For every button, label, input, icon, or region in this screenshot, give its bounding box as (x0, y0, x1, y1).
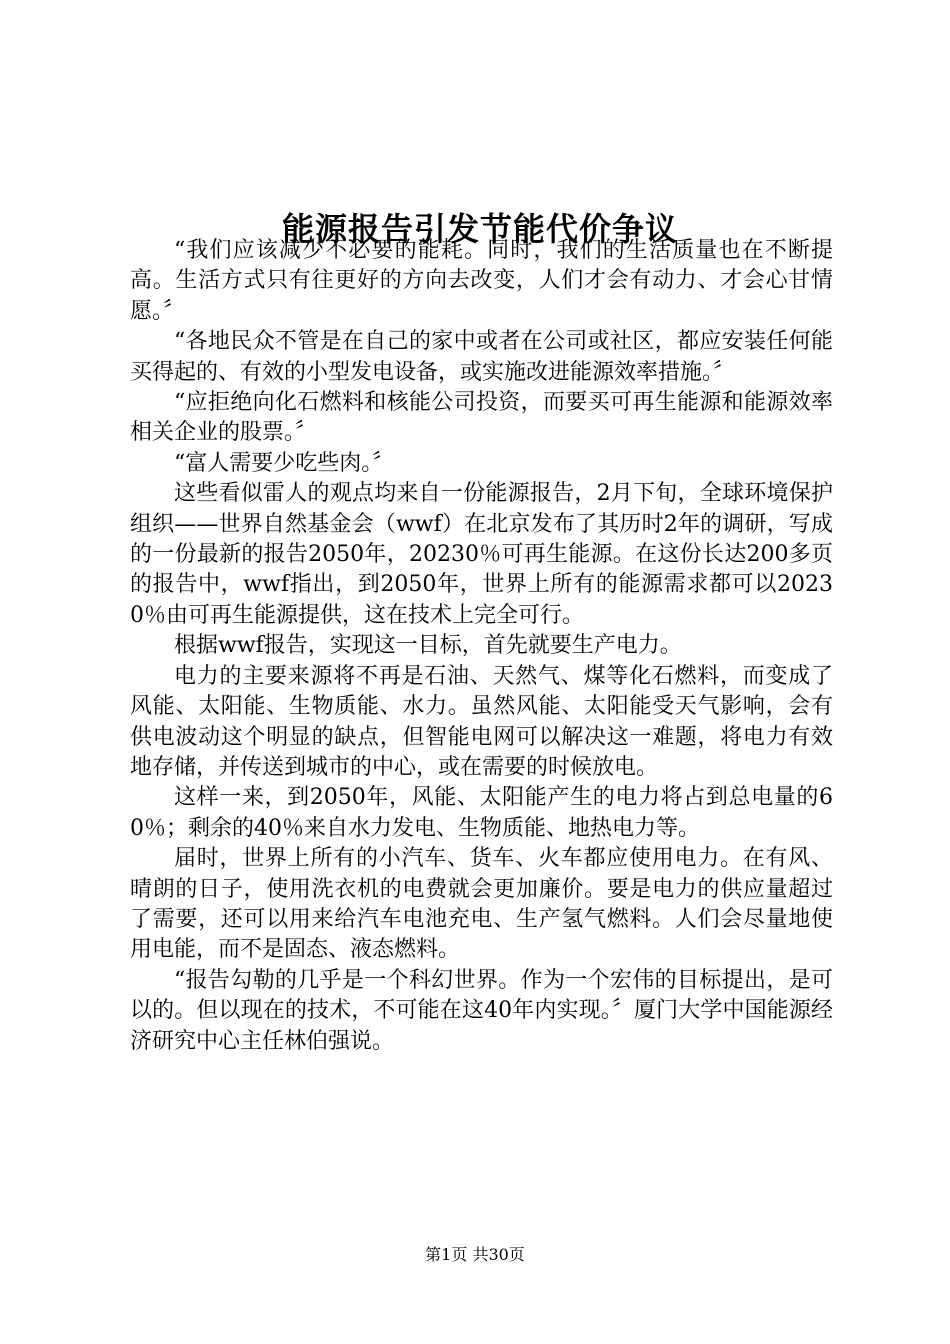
document-body (130, 236, 833, 1057)
page-number-footer: 第1页 共30页 (425, 1245, 525, 1264)
document-title: 能源报告引发节能代价争议 (281, 210, 678, 249)
paragraph-9: 届时，世界上所有的小汽车、货车、火车都应使用电力。在有风、晴朗的日子，使用洗衣机的电费就会更加廉价。要是电力的供应量超过了需要，还可以用来给汽车电池充电、生产氢气燃料。人们会尽量地使用电能，而不是固态、液态燃料。 (130, 846, 833, 963)
paragraph-10: “报告勾勒的几乎是一个科幻世界。作为一个宏伟的目标提出，是可以的。但以现在的技术，不可能在这40年内实现。〞厦门大学中国能源经济研究中心主任林伯强说。 (130, 967, 833, 1054)
paragraph-1: “我们应该减少不必要的能耗。同时，我们的生活质量也在不断提高。生活方式只有往更好的方向去改变，人们才会有动力、才会心甘情愿。〞 (130, 238, 833, 324)
paragraph-8: 这样一来，到2050年，风能、太阳能产生的电力将占到总电量的60％；剩余的40％来自水力发电、生物质能、地热电力等。 (130, 785, 833, 841)
paragraph-7: 电力的主要来源将不再是石油、天然气、煤等化石燃料，而变成了风能、太阳能、生物质能、水力。虽然风能、太阳能受天气影响，会有供电波动这个明显的缺点，但智能电网可以解决这一难题，将电力有效地存储，并传送到城市的中心，或在需要的时候放电。 (130, 663, 833, 780)
paragraph-5: 这些看似雷人的观点均来自一份能源报告，2月下旬，全球环境保护组织——世界自然基金会（wwf）在北京发布了其历时2年的调研，写成的一份最新的报告2050年，20230％可再生能源。在这份长达200多页的报告中，wwf指出，到2050年，世界上所有的能源需求都可以20230％由可再生能源提供，这在技术上完全可行。 (130, 481, 833, 628)
paragraph-3: “应拒绝向化石燃料和核能公司投资，而要买可再生能源和能源效率相关企业的股票。〞 (130, 390, 833, 446)
paragraph-6: 根据wwf报告，实现这一目标，首先就要生产电力。 (174, 633, 682, 659)
paragraph-2: “各地民众不管是在自己的家中或者在公司或社区，都应安装任何能买得起的、有效的小型发电设备，或实施改进能源效率措施。〞 (130, 329, 833, 385)
paragraph-4: “富人需要少吃些肉。〞 (174, 450, 395, 476)
